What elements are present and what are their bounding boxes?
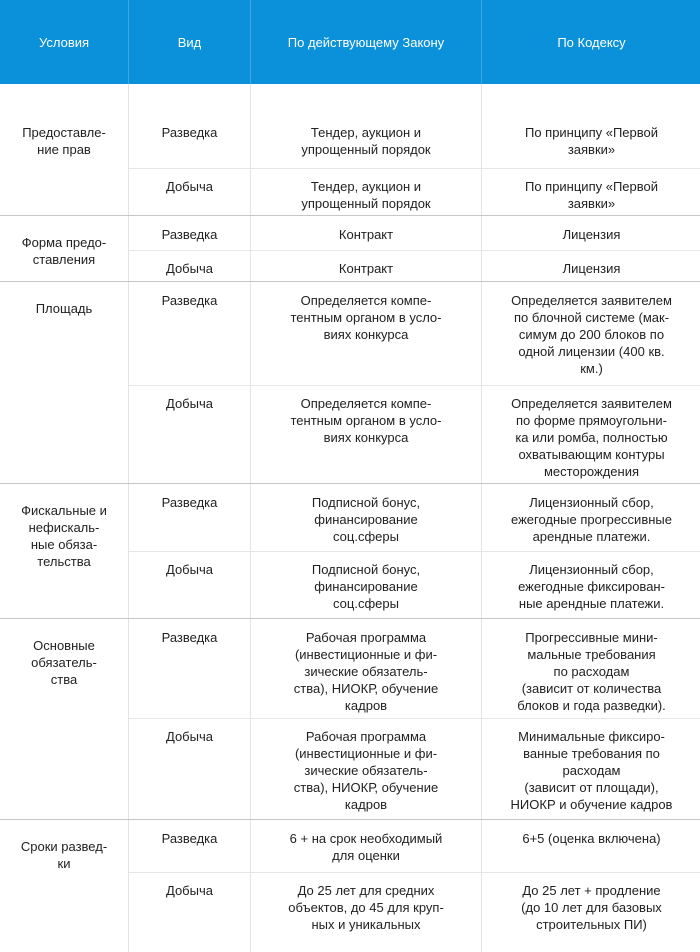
condition-cell: Предоставле- ние прав — [22, 125, 106, 157]
type-cell: Разведка — [129, 281, 250, 385]
current-law-cell: Тендер, аукцион и упрощенный порядок — [251, 168, 481, 215]
type-cell: Добыча — [129, 250, 250, 281]
condition-cell: Площадь — [0, 281, 128, 483]
type-cell: Добыча — [129, 385, 250, 483]
type-cell: Разведка — [129, 819, 250, 872]
code-cell: Лицензионный сбор, ежегодные фиксирован- ные арендные платежи. — [482, 551, 700, 618]
code-cell: Лицензия — [482, 215, 700, 250]
type-cell: Добыча — [129, 551, 250, 618]
current-law-cell: 6 + на срок необходимый для оценки — [251, 819, 481, 872]
current-law-cell: Определяется компе- тентным органом в усло- виях конкурса — [251, 385, 481, 483]
header-type: Вид — [129, 0, 250, 84]
current-law-cell: Определяется компе- тентным органом в усло- виях конкурса — [251, 281, 481, 385]
code-cell: Прогрессивные мини- мальные требования по расходам (зависит от количества блоков и года разведки). — [482, 618, 700, 718]
code-cell: 6+5 (оценка включена) — [482, 819, 700, 872]
condition-cell: Основные обязатель- ства — [0, 618, 128, 819]
type-cell: Разведка — [161, 125, 218, 140]
header-conditions: Условия — [0, 0, 128, 84]
type-cell: Добыча — [129, 718, 250, 819]
type-cell: Разведка — [129, 215, 250, 250]
code-cell: По принципу «Первой заявки» — [524, 125, 659, 157]
code-cell: По принципу «Первой заявки» — [482, 168, 700, 215]
condition-cell: Форма предо- ставления — [0, 215, 128, 281]
condition-cell: Фискальные и нефискаль- ные обяза- тельства — [0, 483, 128, 618]
current-law-cell: Контракт — [251, 215, 481, 250]
current-law-cell: Подписной бонус, финансирование соц.сферы — [251, 483, 481, 551]
current-law-cell: Рабочая программа (инвестиционные и фи- зические обязатель- ства), НИОКР, обучение кадров — [251, 718, 481, 819]
code-cell: Лицензия — [482, 250, 700, 281]
code-cell: До 25 лет + продление (до 10 лет для базовых строительных ПИ) — [482, 872, 700, 952]
header-current-law: По действующему Закону — [251, 0, 481, 84]
condition-cell: Сроки развед- ки — [0, 819, 128, 952]
code-cell: Лицензионный сбор, ежегодные прогрессивные арендные платежи. — [482, 483, 700, 551]
header-code: По Кодексу — [482, 0, 700, 84]
code-cell: Определяется заявителем по блочной системе (мак- симум до 200 блоков по одной лицензии (400 кв. км.) — [482, 281, 700, 385]
current-law-cell: Рабочая программа (инвестиционные и фи- зические обязатель- ства), НИОКР, обучение кадров — [251, 618, 481, 718]
type-cell: Добыча — [129, 168, 250, 215]
type-cell: Разведка — [129, 618, 250, 718]
type-cell: Разведка — [129, 483, 250, 551]
current-law-cell: До 25 лет для средних объектов, до 45 для круп- ных и уникальных — [251, 872, 481, 952]
current-law-cell: Тендер, аукцион и упрощенный порядок — [301, 125, 431, 157]
current-law-cell: Подписной бонус, финансирование соц.сферы — [251, 551, 481, 618]
type-cell: Добыча — [129, 872, 250, 952]
code-cell: Определяется заявителем по форме прямоугольни- ка или ромба, полностью охватывающим контуры месторождения — [482, 385, 700, 483]
code-cell: Минимальные фиксиро- ванные требования по расходам (зависит от площади), НИОКР и обучение кадров — [482, 718, 700, 819]
current-law-cell: Контракт — [251, 250, 481, 281]
